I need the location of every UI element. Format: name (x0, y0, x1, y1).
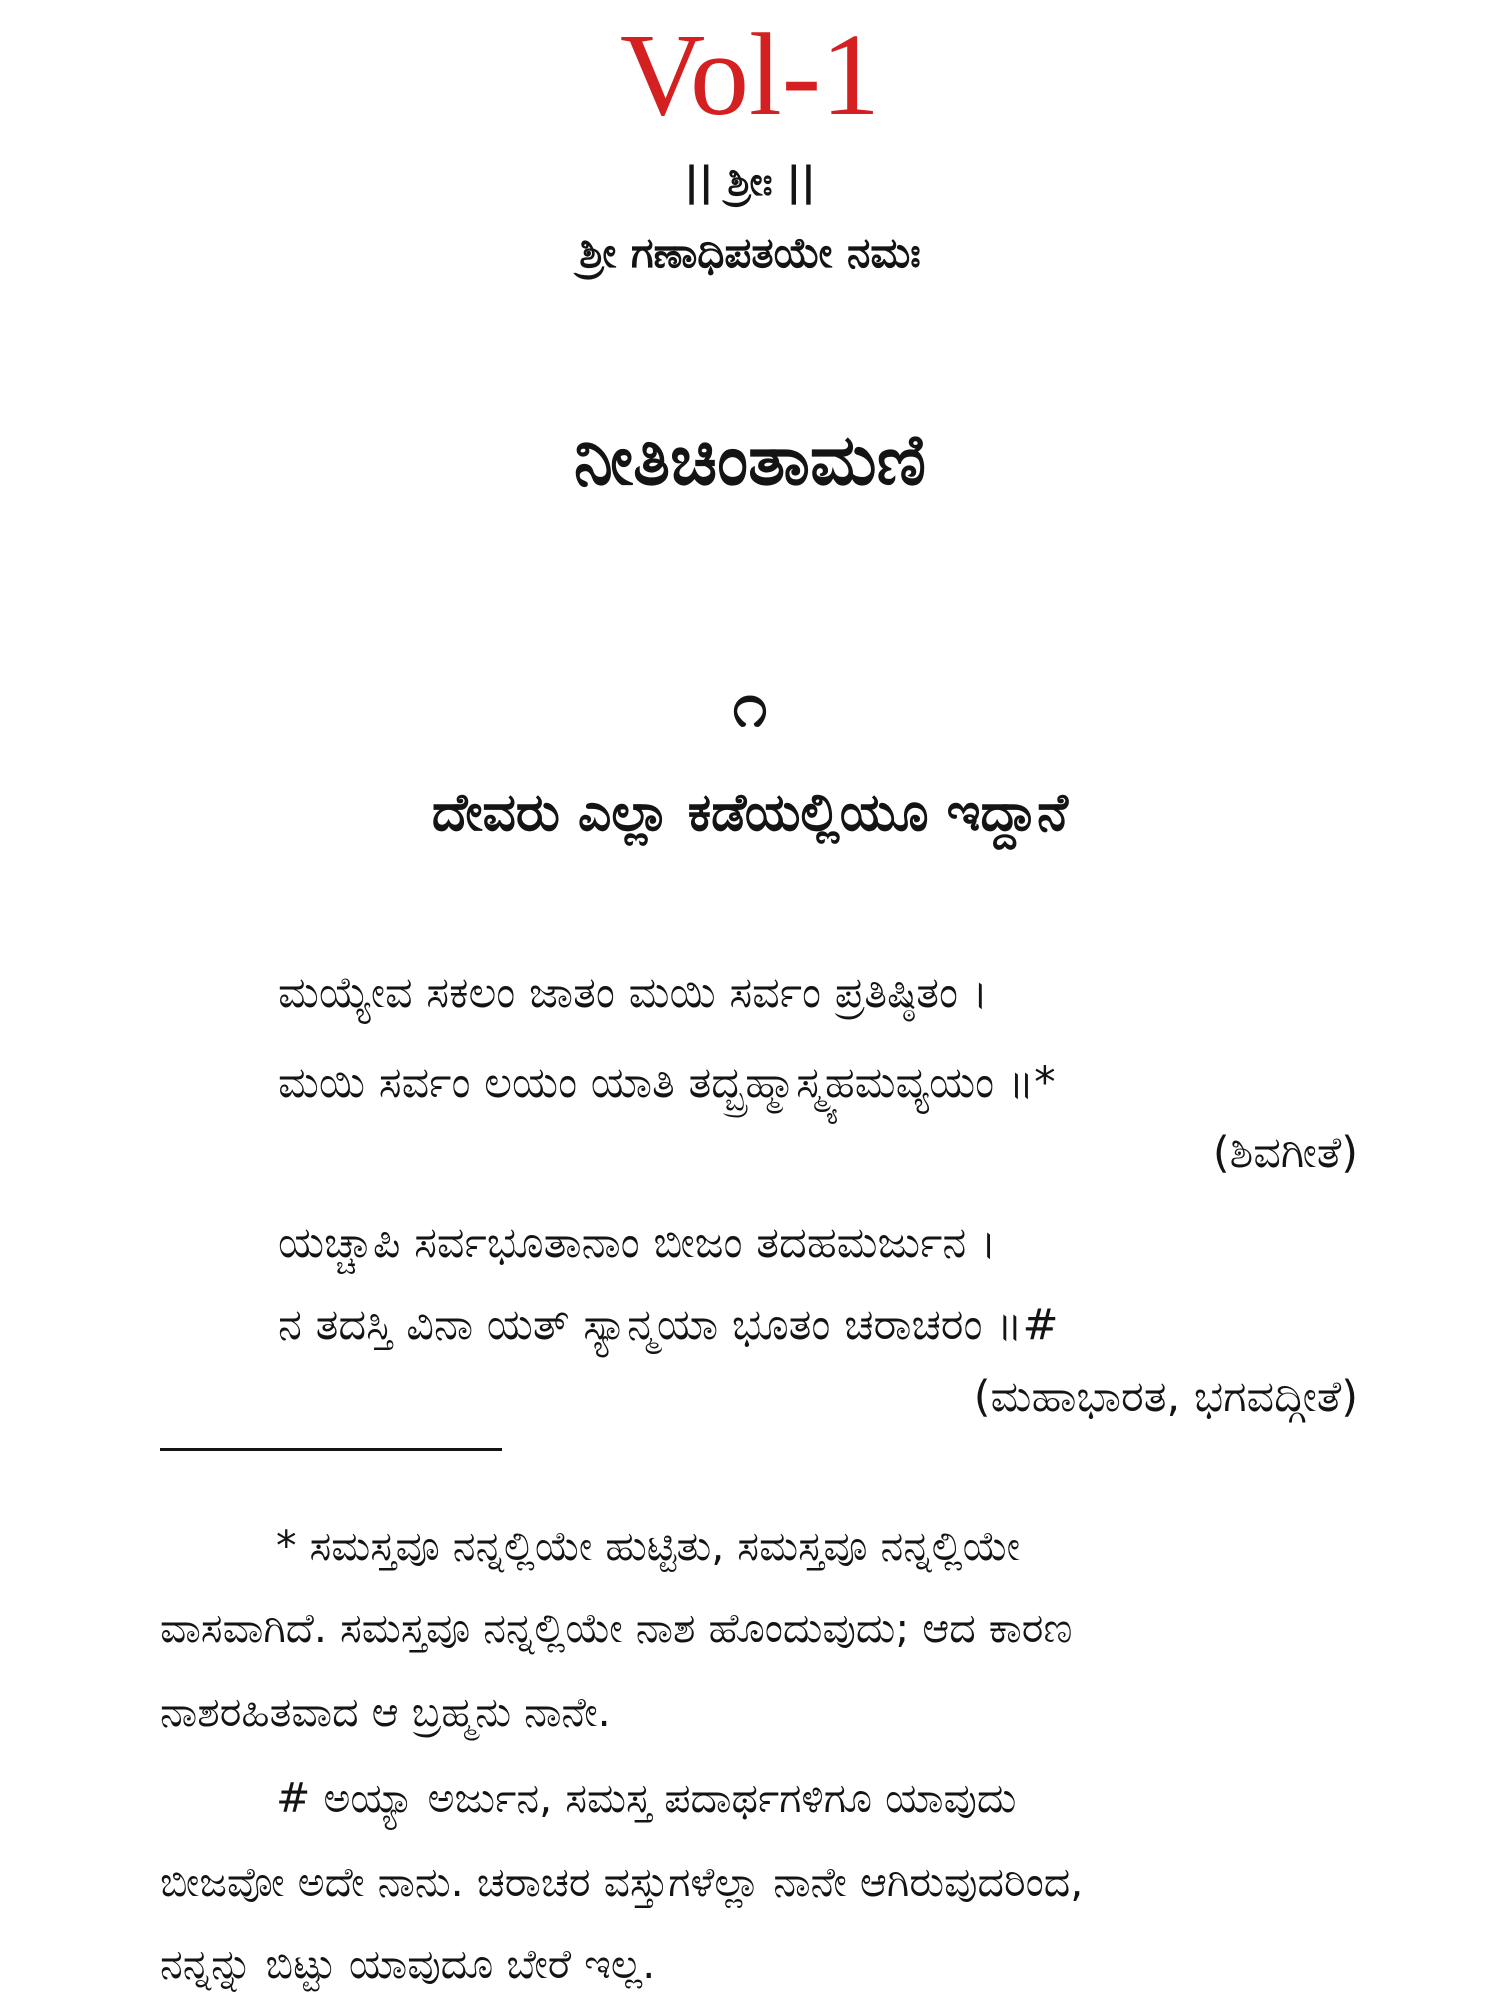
chapter-number: ೧ (732, 668, 768, 741)
verse-2-line-2: ನ ತದಸ್ತಿ ವಿನಾ ಯತ್ ಸ್ಯಾನ್ಮಯಾ ಭೂತಂ ಚರಾಚರಂ ॥# (278, 1300, 1059, 1350)
volume-label: Vol-1 (619, 9, 881, 140)
footnote-divider (160, 1448, 502, 1451)
footnote-1-line-1: * ಸಮಸ್ತವೂ ನನ್ನಲ್ಲಿಯೇ ಹುಟ್ಟಿತು, ಸಮಸ್ತವೂ ನನ್ನಲ್ಲಿಯೇ (276, 1522, 1021, 1570)
verse-2-line-1: ಯಚ್ಚಾಪಿ ಸರ್ವಭೂತಾನಾಂ ಬೀಜಂ ತದಹಮರ್ಜುನ । (278, 1218, 997, 1268)
footnote-2-line-1: # ಅಯ್ಯಾ ಅರ್ಜುನ, ಸಮಸ್ತ ಪದಾರ್ಥಗಳಿಗೂ ಯಾವುದು (276, 1774, 1017, 1822)
book-title: ನೀತಿಚಿಂತಾಮಣಿ (573, 419, 927, 501)
footnote-2-line-3: ನನ್ನನ್ನು ಬಿಟ್ಟು ಯಾವುದೂ ಬೇರೆ ಇಲ್ಲ. (160, 1940, 656, 1988)
footnote-2-line-2: ಬೀಜವೋ ಅದೇ ನಾನು. ಚರಾಚರ ವಸ್ತುಗಳೆಲ್ಲಾ ನಾನೇ ಆಗಿರುವುದರಿಂದ, (160, 1858, 1084, 1906)
invocation-shri: || ಶ್ರೀಃ || (684, 159, 816, 205)
footnote-1-line-2: ವಾಸವಾಗಿದೆ. ಸಮಸ್ತವೂ ನನ್ನಲ್ಲಿಯೇ ನಾಶ ಹೊಂದುವುದು; ಆದ ಕಾರಣ (160, 1604, 1073, 1652)
invocation-ganadhipati: ಶ್ರೀ ಗಣಾಧಿಪತಯೇ ನಮಃ (579, 228, 921, 277)
footnote-1-line-3: ನಾಶರಹಿತವಾದ ಆ ಬ್ರಹ್ಮನು ನಾನೇ. (160, 1688, 611, 1736)
verse-1-line-2: ಮಯಿ ಸರ್ವಂ ಲಯಂ ಯಾತಿ ತದ್ಬ್ರಹ್ಮಾಸ್ಮ್ಯಹಮವ್ಯಯಂ ॥* (278, 1058, 1056, 1108)
verse-1-line-1: ಮಯ್ಯೇವ ಸಕಲಂ ಜಾತಂ ಮಯಿ ಸರ್ವಂ ಪ್ರತಿಷ್ಠಿತಂ । (278, 968, 989, 1018)
verse-1-source: (ಶಿವಗೀತೆ) (1212, 1128, 1358, 1178)
chapter-title: ದೇವರು ಎಲ್ಲಾ ಕಡೆಯಲ್ಲಿಯೂ ಇದ್ದಾನೆ (431, 783, 1069, 843)
verse-2-source: (ಮಹಾಭಾರತ, ಭಗವದ್ಗೀತೆ) (973, 1372, 1358, 1422)
